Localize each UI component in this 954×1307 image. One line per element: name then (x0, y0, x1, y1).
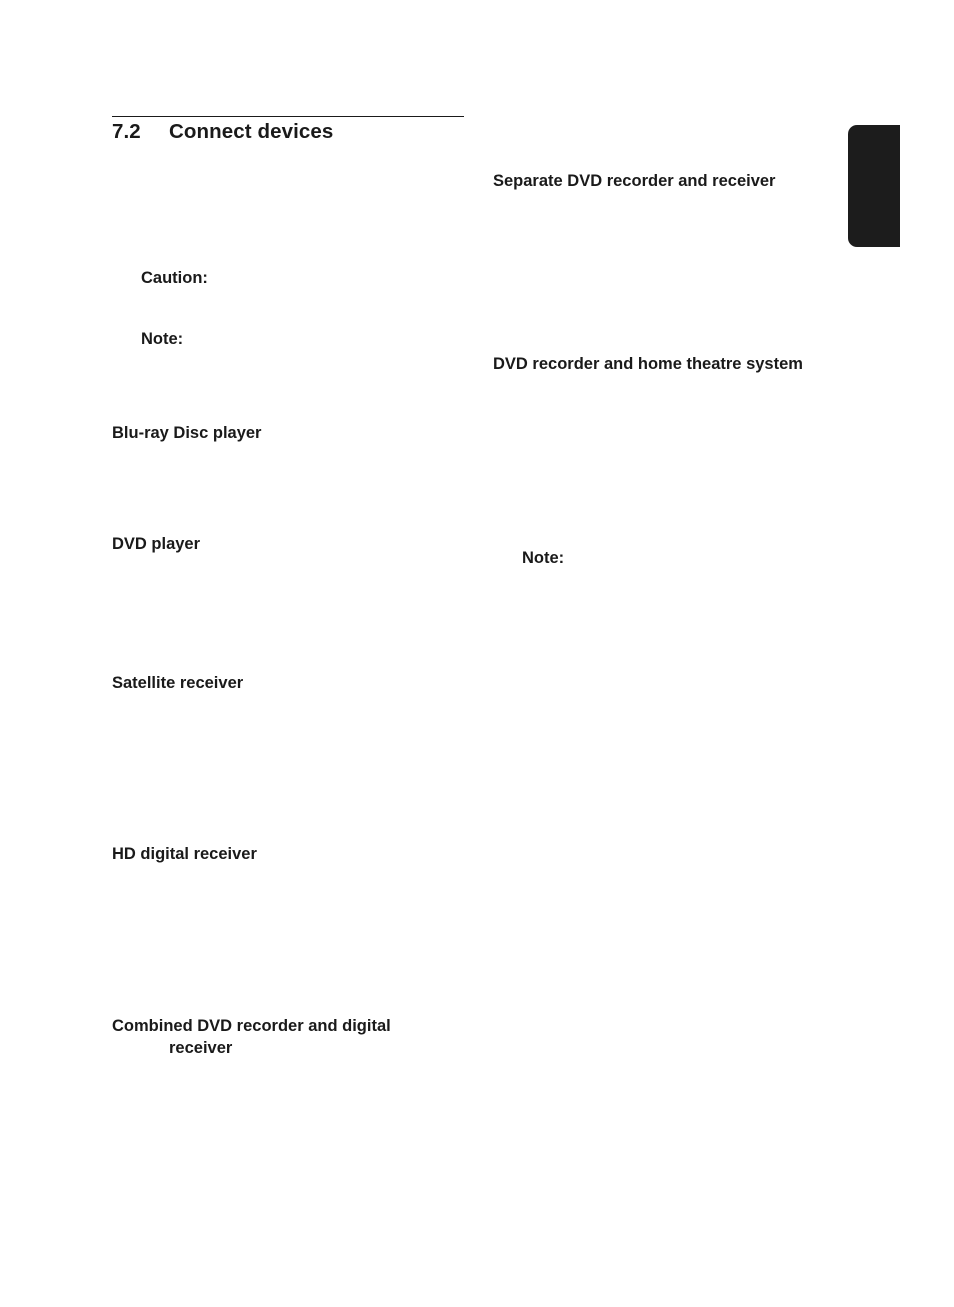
heading-hd-digital-receiver: HD digital receiver (112, 845, 257, 863)
heading-combined-recorder-line2: receiver (169, 1039, 233, 1057)
section-title: Connect devices (169, 120, 334, 143)
heading-satellite-receiver: Satellite receiver (112, 674, 244, 692)
note-label-right: Note: (522, 549, 565, 567)
section-divider (112, 116, 464, 117)
language-tab (848, 125, 900, 247)
note-label-left: Note: (141, 330, 184, 348)
section-number: 7.2 (112, 120, 141, 143)
caution-label: Caution: (141, 269, 208, 287)
section-heading (112, 120, 333, 144)
heading-combined-recorder-line1: Combined DVD recorder and digital (112, 1017, 391, 1035)
heading-dvd-player: DVD player (112, 535, 201, 553)
heading-bluray-player: Blu-ray Disc player (112, 424, 262, 442)
heading-recorder-home-theatre: DVD recorder and home theatre system (493, 355, 803, 373)
heading-separate-recorder-receiver: Separate DVD recorder and receiver (493, 172, 776, 190)
